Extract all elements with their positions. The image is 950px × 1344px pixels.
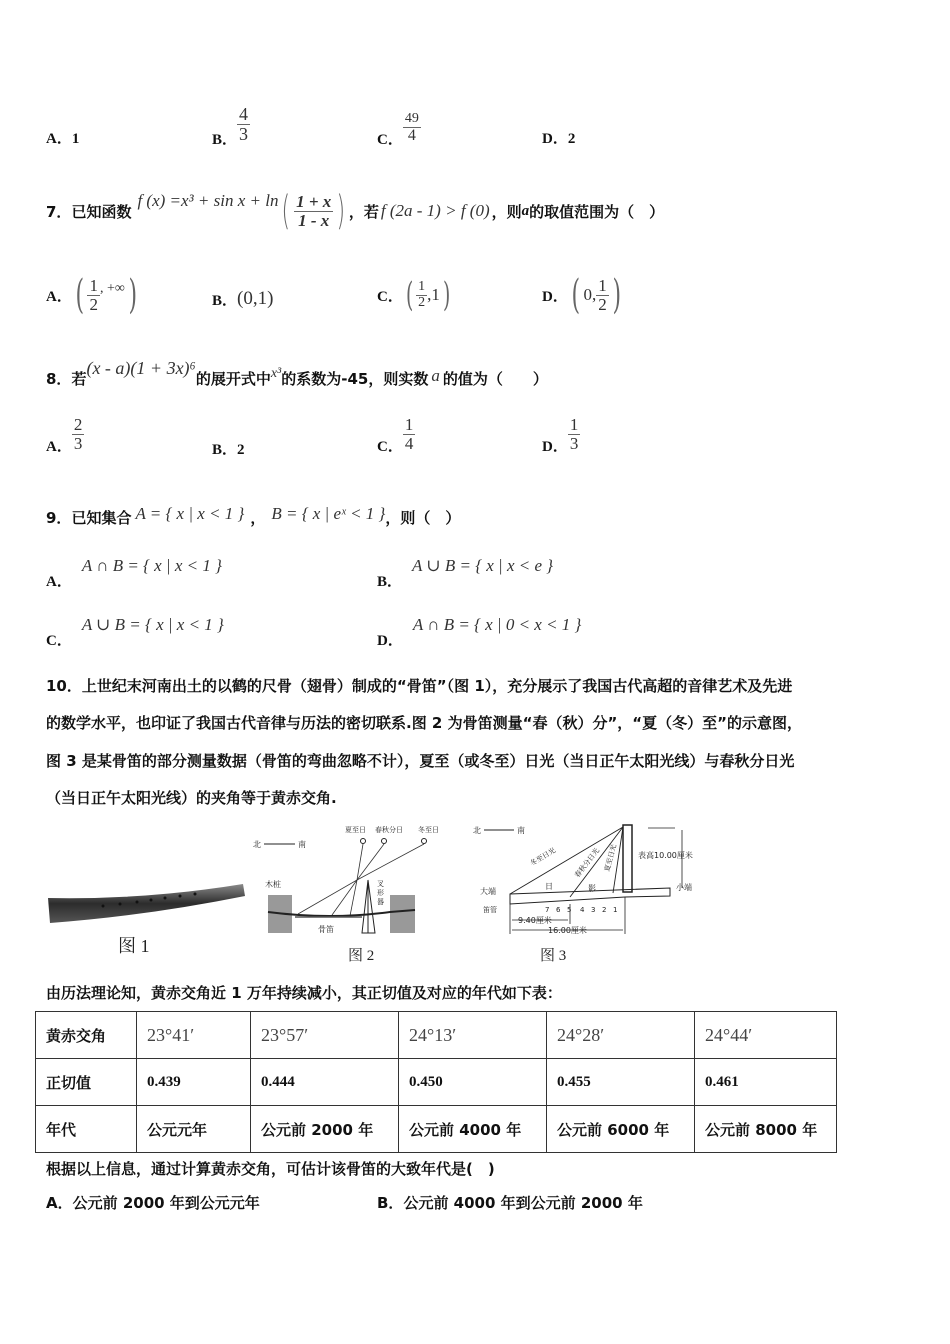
table-cell: 24°28′ <box>547 1012 695 1059</box>
svg-text:冬至日光: 冬至日光 <box>528 846 558 868</box>
function-definition: f (x) =x³ + sin x + ln <box>137 191 279 210</box>
svg-text:6: 6 <box>556 906 561 914</box>
option-label: B． <box>377 574 403 590</box>
svg-text:16.00厘米: 16.00厘米 <box>548 926 587 935</box>
question-prefix: 已知集合 <box>71 508 132 527</box>
q8-option-c[interactable] <box>377 413 415 456</box>
table-cell: 公元前 2000 年 <box>251 1106 399 1153</box>
table-row-obliquity <box>36 1012 837 1059</box>
svg-text:小端: 小端 <box>676 883 692 892</box>
option-label: D． <box>542 439 568 455</box>
svg-text:1: 1 <box>613 906 618 914</box>
separator: ， <box>250 508 266 527</box>
svg-text:影: 影 <box>588 884 596 893</box>
option-label: B． <box>212 442 238 458</box>
figure-2-caption: 图 2 <box>348 948 375 964</box>
table-cell: 公元前 6000 年 <box>547 1106 695 1153</box>
q9-option-a[interactable] <box>46 556 222 591</box>
option-text: 公元前 4000 年到公元前 2000 年 <box>403 1194 643 1212</box>
svg-text:北: 北 <box>253 840 261 849</box>
table-cell: 0.450 <box>399 1059 547 1106</box>
svg-text:表高10.00厘米: 表高10.00厘米 <box>638 851 693 860</box>
option-label: C． <box>377 288 403 305</box>
set-b: B = { x | eˣ < 1 } <box>271 504 386 523</box>
svg-text:南: 南 <box>517 826 525 835</box>
option-label: A． <box>46 574 72 590</box>
table-intro: 由历法理论知，黄赤交角近 1 万年持续减小，其正切值及对应的年代如下表： <box>46 984 562 1002</box>
fraction: $\frac{1}{3}$ <box>569 415 579 453</box>
table-cell: 0.439 <box>137 1059 251 1106</box>
table-cell: 24°44′ <box>695 1012 837 1059</box>
fraction: $\frac{49}{4}$ <box>404 111 419 144</box>
option-label: C． <box>377 132 403 148</box>
svg-text:夏至日: 夏至日 <box>345 826 366 834</box>
expression: (x - a)(1 + 3x)⁶ <box>86 358 196 378</box>
svg-text:南: 南 <box>298 840 306 849</box>
option-label: C． <box>377 439 403 455</box>
ln-fraction: $\frac{1 + x}{1 - x}$ <box>296 191 332 230</box>
question-mid: 的展开式中 <box>195 370 271 388</box>
set-expression: A ∪ B = { x | x < e } <box>412 556 554 575</box>
right-paren: ) <box>336 188 346 234</box>
option-label: D． <box>542 131 568 147</box>
figure-2-diagram <box>250 820 455 940</box>
q10-option-b[interactable] <box>377 1192 643 1213</box>
option-label: A． <box>46 1194 73 1212</box>
question-number: 8． <box>46 370 72 388</box>
right-paren: ) <box>442 275 451 315</box>
question-number: 9． <box>46 508 72 527</box>
set-expression: A ∪ B = { x | x < 1 } <box>81 615 224 634</box>
option-label: B． <box>212 292 238 309</box>
question-7-stem <box>46 186 664 236</box>
variable: a <box>521 202 530 219</box>
option-label: B． <box>377 1194 404 1212</box>
right-paren: ) <box>612 272 621 318</box>
table-row-tangent <box>36 1059 837 1106</box>
q10-line-4: （当日正午太阳光线）的夹角等于黄赤交角. <box>46 789 337 807</box>
q8-option-a[interactable] <box>46 413 84 456</box>
interval: (0,1) <box>237 288 274 309</box>
fraction: $\frac{2}{3}$ <box>73 415 83 453</box>
left-paren: ( <box>281 188 291 234</box>
option-label: C． <box>46 633 72 649</box>
q9-option-d[interactable] <box>377 615 581 650</box>
svg-text:夏至日光: 夏至日光 <box>603 843 619 873</box>
table-cell: 0.455 <box>547 1059 695 1106</box>
fraction: $\frac{1}{2}$ <box>89 275 98 314</box>
question-suffix: 的取值范围为（ ） <box>529 202 665 221</box>
q7-option-b[interactable] <box>212 288 273 310</box>
q10-option-a[interactable] <box>46 1192 260 1213</box>
table-cell: 公元前 8000 年 <box>695 1106 837 1153</box>
svg-text:4: 4 <box>580 906 585 914</box>
bone-flute-image <box>45 870 250 940</box>
figure-2 <box>250 820 455 965</box>
option-label: A． <box>46 131 72 147</box>
table-cell: 0.461 <box>695 1059 837 1106</box>
left-paren: ( <box>571 272 580 318</box>
q6-option-a[interactable] <box>46 127 79 148</box>
table-row-era <box>36 1106 837 1153</box>
table-cell: 0.444 <box>251 1059 399 1106</box>
svg-text:日: 日 <box>545 882 553 891</box>
table-cell: 公元前 4000 年 <box>399 1106 547 1153</box>
condition: f (2a - 1) > f (0) <box>380 201 490 220</box>
figure-3-diagram <box>470 820 720 945</box>
option-value: 2 <box>567 131 576 147</box>
svg-text:骨笛: 骨笛 <box>318 925 334 934</box>
q10-line-1: 10．上世纪末河南出土的以鹤的尺骨（翅骨）制成的“骨笛”（图 1），充分展示了我国古代高超的音律艺术及先进 <box>46 677 793 695</box>
q9-option-b[interactable] <box>377 556 553 591</box>
table-cell: 24°13′ <box>399 1012 547 1059</box>
left-paren: ( <box>405 275 414 315</box>
option-label: A． <box>46 439 72 455</box>
q8-option-b[interactable] <box>212 438 245 459</box>
svg-text:春秋分日: 春秋分日 <box>375 826 403 834</box>
left-paren: ( <box>75 272 84 318</box>
q7-option-c[interactable] <box>377 272 453 318</box>
q6-option-d[interactable] <box>542 127 575 148</box>
svg-text:大端: 大端 <box>480 887 496 896</box>
set-expression: A ∩ B = { x | x < 1 } <box>81 556 222 575</box>
svg-text:3: 3 <box>591 906 596 914</box>
svg-text:冬至日: 冬至日 <box>418 826 439 834</box>
fraction: $\frac{1}{2}$ <box>598 275 607 314</box>
row-header: 黄赤交角 <box>36 1012 137 1059</box>
fraction: $\frac{4}{3}$ <box>239 104 249 144</box>
figure-1-caption: 图 1 <box>118 936 150 956</box>
obliquity-table <box>35 1011 837 1153</box>
interval-pre: 0, <box>583 285 597 304</box>
q10-line-3: 图 3 是某骨笛的部分测量数据（骨笛的弯曲忽略不计），夏至（或冬至）日光（当日正午太阳光线）与春秋分日光 <box>46 752 795 770</box>
svg-text:北: 北 <box>473 826 481 835</box>
q10-line-2: 的数学水平，也印证了我国古代音律与历法的密切联系.图 2 为骨笛测量“春（秋）分”，“夏（冬）至”的示意图， <box>46 714 803 732</box>
q7-option-d[interactable] <box>542 270 624 320</box>
row-header: 年代 <box>36 1106 137 1153</box>
set-expression: A ∩ B = { x | 0 < x < 1 } <box>412 615 582 634</box>
q7-option-a[interactable] <box>46 270 140 320</box>
question-8-stem <box>46 358 548 389</box>
question-suffix-pre: ，则 <box>491 202 522 221</box>
svg-text:叉: 叉 <box>377 880 384 888</box>
option-label: B． <box>212 132 238 148</box>
option-text: 公元前 2000 年到公元元年 <box>72 1194 260 1212</box>
fraction: $\frac{1}{4}$ <box>404 415 414 453</box>
svg-text:9.40厘米: 9.40厘米 <box>518 916 552 925</box>
question-prefix: 已知函数 <box>71 202 132 221</box>
right-paren: ) <box>128 272 137 318</box>
svg-text:5: 5 <box>567 906 572 914</box>
question-suffix: ，则（ ） <box>385 508 461 527</box>
q6-option-c[interactable] <box>377 108 421 149</box>
option-label: A． <box>46 288 72 305</box>
row-header: 正切值 <box>36 1059 137 1106</box>
table-cell: 23°57′ <box>251 1012 399 1059</box>
fraction: $\frac{1}{2}$ <box>418 278 426 310</box>
question-number: 7． <box>46 202 72 221</box>
svg-text:形: 形 <box>377 889 384 897</box>
q8-option-d[interactable] <box>542 413 580 456</box>
svg-text:笛管: 笛管 <box>483 906 497 914</box>
q9-option-c[interactable] <box>46 615 224 650</box>
variable: a <box>431 366 440 385</box>
option-label: D． <box>542 288 568 305</box>
option-value: 2 <box>237 442 245 458</box>
interval-rest: ,1 <box>427 285 440 304</box>
svg-text:7: 7 <box>545 906 550 914</box>
svg-text:春秋分日光: 春秋分日光 <box>573 846 602 880</box>
question-suffix: 的值为（ ） <box>442 370 548 388</box>
set-a: A = { x | x < 1 } <box>135 504 245 523</box>
q10-question: 根据以上信息，通过计算黄赤交角，可估计该骨笛的大致年代是( ) <box>46 1160 495 1178</box>
svg-text:木桩: 木桩 <box>265 880 281 889</box>
figure-3-caption: 图 3 <box>540 948 567 964</box>
q6-option-b[interactable] <box>212 100 250 149</box>
svg-text:2: 2 <box>602 906 607 914</box>
question-mid: ，若 <box>348 202 379 221</box>
question-9-stem <box>46 500 460 534</box>
table-cell: 公元元年 <box>137 1106 251 1153</box>
question-prefix: 若 <box>71 370 87 388</box>
figure-3 <box>470 820 720 965</box>
term: x³ <box>270 366 282 381</box>
option-label: D． <box>377 633 403 649</box>
option-value: 1 <box>71 131 80 147</box>
figure-1 <box>45 870 250 960</box>
interval-rest: , +∞ <box>99 281 125 296</box>
table-cell: 23°41′ <box>137 1012 251 1059</box>
svg-text:器: 器 <box>377 898 384 906</box>
question-mid2: 的系数为-45，则实数 <box>281 370 429 388</box>
